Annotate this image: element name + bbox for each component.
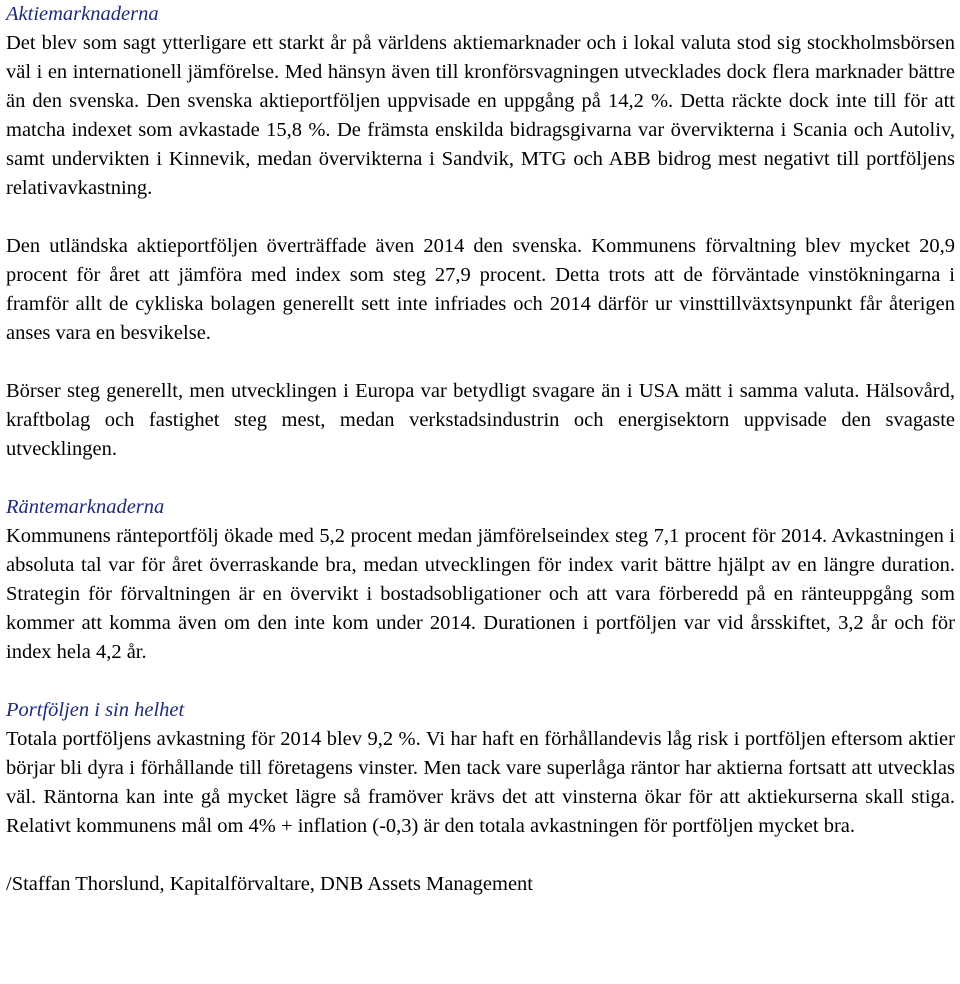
signature: /Staffan Thorslund, Kapitalförvaltare, DNB Assets Management: [6, 873, 534, 895]
paragraph-rantemarknaderna-1: Kommunens ränteportfölj ökade med 5,2 procent medan jämförelseindex steg 7,1 procent för 2014. Avkastningen i absoluta tal var för året överraskande bra, medan utvecklingen för index varit bättre hjälpt av en längre duration. Strategin för förvaltningen är en övervikt i bostadsobligationer och att vara förberedd på en ränteuppgång som kommer att komma även om den inte kom under 2014. Durationen i portföljen var vid årsskiftet, 3,2 år och för index hela 4,2 år.: [6, 525, 955, 663]
paragraph-aktiemarknaderna-1: Det blev som sagt ytterligare ett starkt år på världens aktiemarknader och i lokal valuta stod sig stockholmsbörsen väl i en internationell jämförelse. Med hänsyn även till kronförsvagningen utvecklades dock flera marknader bättre än den svenska. Den svenska aktieportföljen uppvisade en uppgång på 14,2 %. Detta räckte dock inte till för att matcha indexet som avkastade 15,8 %. De främsta enskilda bidragsgivarna var övervikterna i Scania och Autoliv, samt undervikten i Kinnevik, medan övervikterna i Sandvik, MTG och ABB bidrog mest negativt till portföljens relativavkastning.: [6, 32, 955, 199]
section-heading-portfoljen: Portföljen i sin helhet: [6, 699, 185, 721]
section-heading-aktiemarknaderna: Aktiemarknaderna: [6, 3, 159, 25]
paragraph-aktiemarknaderna-3: Börser steg generellt, men utvecklingen i Europa var betydligt svagare än i USA mätt i samma valuta. Hälsovård, kraftbolag och fastighet steg mest, medan verkstadsindustrin och energisektorn uppvisade den svagaste utvecklingen.: [6, 380, 955, 460]
section-heading-rantemarknaderna: Räntemarknaderna: [6, 496, 165, 518]
paragraph-portfoljen-1: Totala portföljens avkastning för 2014 blev 9,2 %. Vi har haft en förhållandevis låg risk i portföljen eftersom aktier börjar bli dyra i förhållande till företagens vinster. Men tack vare superlåga räntor har aktierna fortsatt att utvecklas väl. Räntorna kan inte gå mycket lägre så framöver krävs det att vinsterna ökar för att aktiekurserna skall stiga. Relativt kommunens mål om 4% + inflation (-0,3) är den totala avkastningen för portföljen mycket bra.: [6, 728, 955, 837]
paragraph-aktiemarknaderna-2: Den utländska aktieportföljen överträffade även 2014 den svenska. Kommunens förvaltning blev mycket 20,9 procent för året att jämföra med index som steg 27,9 procent. Detta trots att de förväntade vinstökningarna i framför allt de cykliska bolagen generellt sett inte infriades och 2014 därför ur vinsttillväxtsynpunkt får återigen anses vara en besvikelse.: [6, 235, 955, 344]
